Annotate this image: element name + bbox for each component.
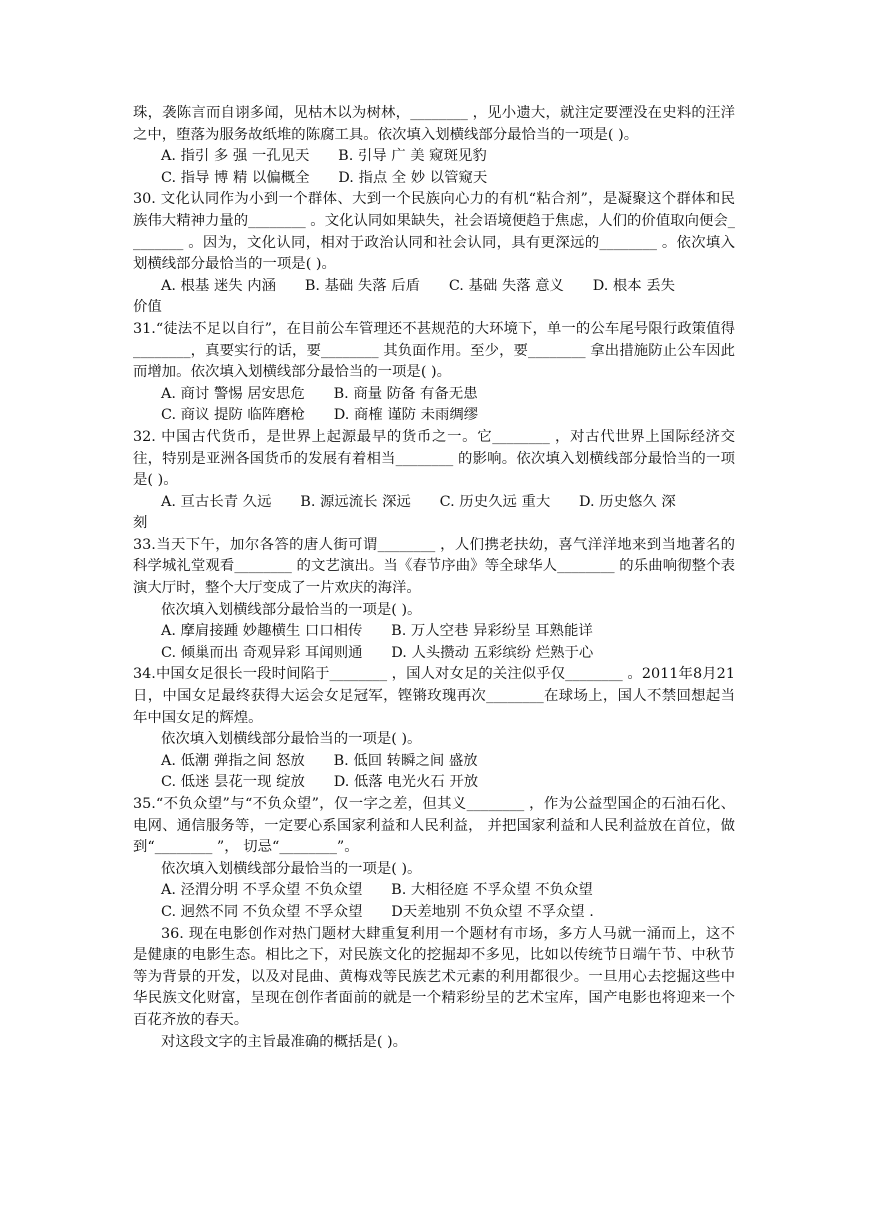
question-30: 30. 文化认同作为小到一个群体、大到一个民族向心力的有机“粘合剂”，是凝聚这个群体和民族伟大精神力量的________ 。文化认同如果缺失，社会语境便趋于焦虑，人们的价值取向便会________ 。因为，文化认同，相对于政治认同和社会认同，具有更深远的________ 。依次填入划横线部分最恰当的一项是( )。 — [133, 191, 735, 273]
option-row: A. 泾渭分明 不孚众望 不负众望 B. 大相径庭 不孚众望 不负众望 — [161, 882, 593, 899]
option-row: A. 亘古长青 久远 B. 源远流长 深远 C. 历史久远 重大 D. 历史悠久 深 — [161, 493, 676, 510]
text-line: 刻 — [133, 515, 148, 532]
question-prompt: 对这段文字的主旨最准确的概括是( )。 — [161, 1033, 408, 1050]
question-prompt: 依次填入划横线部分最恰当的一项是( )。 — [161, 860, 422, 877]
question-31: 31.“徒法不足以自行”，在目前公车管理还不甚规范的大环境下，单一的公车尾号限行政策值得________，真要实行的话，要________ 其负面作用。至少，要________ 拿出措施防止公车因此而增加。依次填入划横线部分最恰当的一项是( )。 — [133, 320, 735, 381]
document-body — [133, 103, 735, 1053]
text-line: 珠，袭陈言而自诩多闻，见枯木以为树林，________ ，见小遗大，就注定要湮没在史料的汪洋之中，堕落为服务故纸堆的陈腐工具。依次填入划横线部分最恰当的一项是( )。 — [133, 105, 735, 143]
option-row: A. 商讨 警惕 居安思危 B. 商量 防备 有备无患 — [161, 385, 478, 402]
option-row: C. 迥然不同 不负众望 不孚众望 D天差地别 不负众望 不孚众望 . — [161, 903, 594, 920]
question-33: 33.当天下午，加尔各答的唐人街可谓________ ，人们携老扶幼，喜气洋洋地来到当地著名的科学城礼堂观看________ 的文艺演出。当《春节序曲》等全球华人________ 的乐曲响彻整个表演大厅时，整个大厅变成了一片欢庆的海洋。 — [133, 536, 735, 597]
question-36: 36. 现在电影创作对热门题材大肆重复利用一个题材有市场，多方人马就一涌而上，这不是健康的电影生态。相比之下，对民族文化的挖掘却不多见，比如以传统节日端午节、中秋节等为背景的开发，以及对昆曲、黄梅戏等民族艺术元素的利用都很少。一旦用心去挖掘这些中华民族文化财富，呈现在创作者面前的就是一个精彩纷呈的艺术宝库，国产电影也将迎来一个百花齐放的春天。 — [133, 925, 735, 1028]
question-32: 32. 中国古代货币，是世界上起源最早的货币之一。它________ ，对古代世界上国际经济交往，特别是亚洲各国货币的发展有着相当________ 的影响。依次填入划横线部分最恰当的一项是( )。 — [133, 428, 735, 489]
option-row: C. 低迷 昙花一现 绽放 D. 低落 电光火石 开放 — [161, 774, 479, 791]
option-row: C. 倾巢而出 奇观异彩 耳闻则通 D. 人头攒动 五彩缤纷 烂熟于心 — [161, 644, 594, 661]
option-row: C. 商议 提防 临阵磨枪 D. 商榷 谨防 未雨绸缪 — [161, 407, 479, 424]
option-row: A. 低潮 弹指之间 怒放 B. 低回 转瞬之间 盛放 — [161, 752, 478, 769]
question-prompt: 依次填入划横线部分最恰当的一项是( )。 — [161, 601, 422, 618]
option-row: A. 摩肩接踵 妙趣横生 口口相传 B. 万人空巷 异彩纷呈 耳熟能详 — [161, 623, 593, 640]
question-prompt: 依次填入划横线部分最恰当的一项是( )。 — [161, 731, 422, 748]
option-row: A. 指引 多 强 一孔见天 B. 引导 广 美 窥斑见豹 — [161, 148, 487, 165]
option-row: A. 根基 迷失 内涵 B. 基础 失落 后盾 C. 基础 失落 意义 D. 根本 丢失 — [161, 277, 676, 294]
question-35: 35.“不负众望”与“不负众望”，仅一字之差，但其义________ ，作为公益型国企的石油石化、电网、通信服务等，一定要心系国家利益和人民利益， 并把国家利益和人民利益放在首位，做到“________ ”， 切忌“________”。 — [133, 796, 735, 856]
text-line: 价值 — [133, 299, 162, 316]
option-row: C. 指导 博 精 以偏概全 D. 指点 全 妙 以管窥天 — [161, 169, 488, 186]
question-34: 34.中国女足很长一段时间陷于________ ，国人对女足的关注似乎仅________ 。2011年8月21日，中国女足最终获得大运会女足冠军，铿锵玫瑰再次________在球场上，国人不禁回想起当年中国女足的辉煌。 — [133, 666, 735, 726]
